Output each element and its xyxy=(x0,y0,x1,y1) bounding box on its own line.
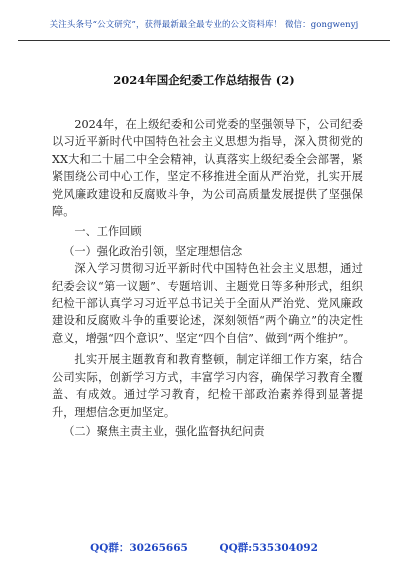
qq-group-1: QQ群：30265665 xyxy=(90,542,188,554)
document-title: 2024年国企纪委工作总结报告 (2) xyxy=(113,73,295,87)
header-divider xyxy=(18,40,390,41)
qq-group-2: QQ群:535304092 xyxy=(219,542,318,554)
body-paragraph: 扎实开展主题教育和教育整顿，制定详细工作方案，结合公司实际，创新学习方式，丰富学习内容，确保学习教育全覆盖、有成效。通过学习教育，纪检干部政治素养得到显著提升，理想信念更加坚定。 xyxy=(52,353,363,419)
footer-contacts xyxy=(0,540,408,555)
subsection-heading: （二）聚焦主责主业，强化监督执纪问责 xyxy=(63,424,265,438)
section-heading: 一、工作回顾 xyxy=(74,225,142,239)
body-paragraph: 深入学习贯彻习近平新时代中国特色社会主义思想，通过纪委会议“第一议题”、专题培训、主题党日等多种形式，组织纪检干部认真学习习近平总书记关于全面从严治党、党风廉政建设和反腐败斗争的重要论述，深刻领悟“两个确立”的决定性意义，增强“四个意识”、坚定“四个自信”、做到“两个维护”。 xyxy=(52,262,363,345)
intro-paragraph: 2024年，在上级纪委和公司党委的坚强领导下，公司纪委以习近平新时代中国特色社会主义思想为指导，深入贯彻党的XX大和二十届二中全会精神，认真落实上级纪委全会部署，紧紧围绕公司中心工作，坚定不移推进全面从严治党，扎实开展党风廉政建设和反腐败斗争，为公司高质量发展提供了坚强保障。 xyxy=(52,118,363,219)
subsection-heading: （一）强化政治引领，坚定理想信念 xyxy=(63,244,243,258)
header-banner: 关注头条号“公文研究”，获得最新最全最专业的公文资料库！ 微信：gongwenyj xyxy=(49,20,359,30)
document-body xyxy=(52,116,363,440)
